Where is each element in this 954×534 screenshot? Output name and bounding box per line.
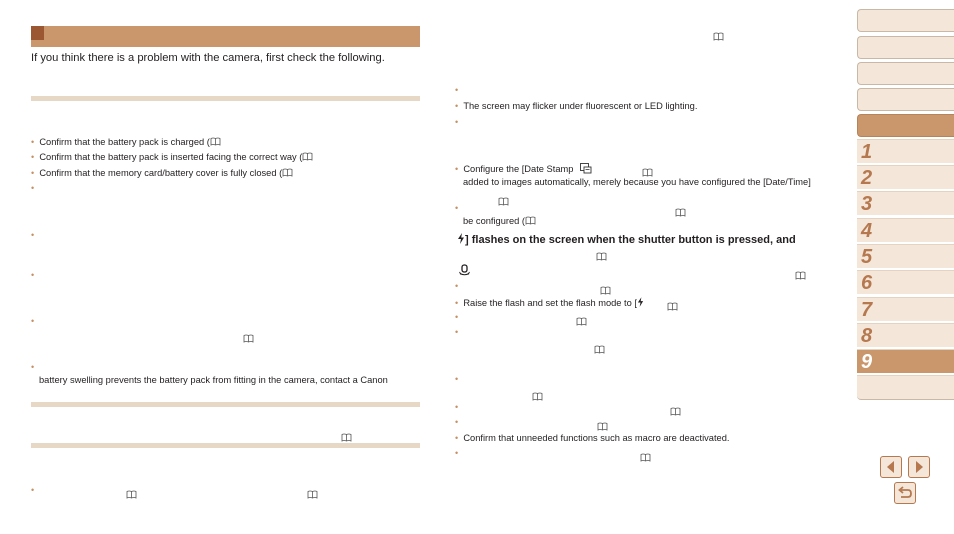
list-item-text: Confirm that unneeded functions such as macro are deactivated. — [463, 433, 730, 443]
list-item: • — [455, 281, 459, 291]
hand-shake-icon — [458, 264, 471, 282]
list-item — [463, 216, 536, 227]
list-item: • — [31, 183, 35, 193]
list-item-text: Raise the flash and set the flash mode to [ — [463, 298, 637, 308]
arrow-right-icon — [909, 457, 929, 477]
list-item: • — [31, 316, 35, 326]
chapter-tab-4[interactable] — [857, 218, 954, 242]
list-item: • The screen may flicker under fluorescent or LED lighting. — [455, 101, 698, 111]
list-item: • Configure the [Date Stamp — [455, 163, 592, 177]
section-divider — [31, 443, 420, 448]
nav-tab[interactable] — [857, 9, 954, 32]
book-icon[interactable] — [307, 485, 318, 503]
list-item-text: be configured ( — [463, 216, 526, 226]
nav-tab[interactable] — [857, 88, 954, 111]
book-icon[interactable] — [670, 402, 681, 420]
book-icon[interactable] — [302, 152, 313, 161]
nav-tab-chapters-header[interactable] — [857, 114, 954, 137]
chapter-number: 3 — [861, 193, 873, 215]
chapter-tab-2[interactable] — [857, 165, 954, 189]
list-item: • — [455, 312, 459, 322]
list-item: • Confirm that unneeded functions such as macro are deactivated. — [455, 433, 730, 443]
list-item-text: Confirm that the battery pack is inserted facing the correct way ( — [39, 152, 303, 162]
book-icon[interactable] — [667, 297, 678, 315]
list-item: • — [455, 85, 459, 95]
list-item-text: Confirm that the battery pack is charged ( — [39, 137, 210, 147]
chapter-tab-7[interactable] — [857, 297, 954, 321]
book-icon[interactable] — [713, 27, 724, 45]
list-item-text: battery swelling prevents the battery pack from fitting in the camera, contact a Canon — [39, 375, 388, 385]
arrow-left-icon — [881, 457, 901, 477]
chapter-number: 1 — [861, 141, 873, 163]
chapter-tab-3[interactable] — [857, 191, 954, 215]
chapter-number: 7 — [861, 299, 873, 321]
list-item: • — [455, 448, 459, 458]
chapter-number: 5 — [861, 246, 873, 268]
subsection-heading — [457, 233, 796, 247]
back-button[interactable] — [894, 482, 916, 504]
section-title-bar — [31, 26, 420, 47]
list-item-text: added to images automatically, merely because you have configured the [Date/Time] — [463, 177, 811, 187]
nav-tab[interactable] — [857, 36, 954, 59]
book-icon[interactable] — [282, 168, 293, 177]
list-item: • — [455, 117, 459, 127]
chapter-tab-8[interactable] — [857, 323, 954, 347]
list-item: • — [455, 402, 459, 412]
list-item: • — [455, 327, 459, 337]
book-icon[interactable] — [596, 247, 607, 265]
book-icon[interactable] — [525, 216, 536, 225]
list-item: • — [31, 270, 35, 280]
chapter-tab-6[interactable] — [857, 270, 954, 294]
chapter-number: 8 — [861, 325, 873, 347]
return-icon — [895, 483, 915, 503]
chapter-number: 4 — [861, 220, 873, 242]
book-icon[interactable] — [576, 312, 587, 330]
list-item-text: The screen may flicker under fluorescent or LED lighting. — [463, 101, 698, 111]
list-item: • Confirm that the battery pack is inserted facing the correct way ( — [31, 152, 313, 163]
list-item: • Confirm that the memory card/battery cover is fully closed ( — [31, 168, 293, 179]
list-item: • — [455, 417, 459, 427]
nav-tab[interactable] — [857, 62, 954, 85]
list-item: • Raise the flash and set the flash mode to [ — [455, 297, 644, 310]
subsection-heading-text: ] flashes on the screen when the shutter button is pressed, and — [465, 234, 796, 246]
flash-icon — [637, 297, 644, 310]
next-page-button[interactable] — [908, 456, 930, 478]
book-icon[interactable] — [126, 485, 137, 503]
chapter-number: 6 — [861, 272, 873, 294]
list-item: • — [31, 362, 35, 372]
list-item: • — [455, 203, 459, 213]
list-item: • — [455, 374, 459, 384]
list-item: • Confirm that the battery pack is charged ( — [31, 137, 221, 148]
list-item: • — [31, 230, 35, 240]
list-item-text: Configure the [Date Stamp — [463, 164, 574, 174]
book-icon[interactable] — [594, 340, 605, 358]
chapter-number: 9 — [861, 351, 873, 373]
date-stamp-icon — [580, 163, 592, 177]
list-item-text: Confirm that the memory card/battery cover is fully closed ( — [39, 168, 283, 178]
book-icon[interactable] — [243, 329, 254, 347]
chapter-number: 2 — [861, 167, 873, 189]
flash-icon — [457, 233, 465, 247]
chapter-tab-9[interactable] — [857, 349, 954, 373]
chapter-tab-5[interactable] — [857, 244, 954, 268]
book-icon[interactable] — [532, 387, 543, 405]
section-divider — [31, 96, 420, 101]
book-icon[interactable] — [675, 203, 686, 221]
book-icon[interactable] — [210, 137, 221, 146]
section-title-marker — [31, 26, 44, 40]
section-divider — [31, 402, 420, 407]
chapter-tab-1[interactable] — [857, 139, 954, 163]
intro-text: If you think there is a problem with the camera, first check the following. — [31, 52, 385, 64]
book-icon[interactable] — [640, 448, 651, 466]
nav-tab[interactable] — [857, 375, 954, 400]
book-icon[interactable] — [498, 192, 509, 210]
list-item: • — [31, 485, 35, 495]
book-icon[interactable] — [795, 266, 806, 284]
prev-page-button[interactable] — [880, 456, 902, 478]
